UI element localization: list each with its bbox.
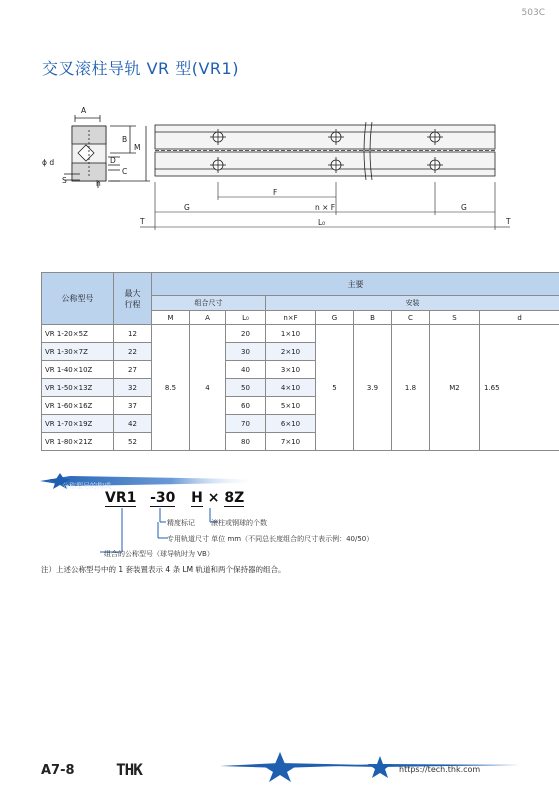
header-col-c: C [392,311,430,325]
code-part-times: × [207,490,220,506]
header-col-s: S [430,311,480,325]
header-col-a: A [190,311,226,325]
header-mount: 安装 [266,296,559,311]
note-rollers: 滚柱或钢球的个数 [211,519,267,527]
cell-g: 5 [316,325,354,451]
note-model: 组合的公称型号（球导轨时为 VB） [104,550,214,558]
header-col-m: M [152,311,190,325]
note-accuracy: 精度标记 [167,519,195,527]
dim-t-left-label: T [140,217,145,226]
cell-nf: 6×10 [266,415,316,433]
cell-l0: 60 [226,397,266,415]
model-code [105,490,244,506]
dim-f-label: F [273,188,278,197]
cell-model: VR 1-50×13Z [42,379,114,397]
code-part-rollers: 8Z [224,490,245,506]
cell-model: VR 1-60×16Z [42,397,114,415]
dim-g-right-label: G [461,203,467,212]
cell-l0: 40 [226,361,266,379]
header-col-b: B [354,311,392,325]
dim-t-right-label: T [506,217,511,226]
footnote: 注）上述公称型号中的 1 套装置表示 4 条 LM 轨道和两个保持器的组合。 [41,565,286,574]
spec-table [41,272,559,451]
header-col-nf: n×F [266,311,316,325]
cell-model: VR 1-70×19Z [42,415,114,433]
cell-stroke: 42 [114,415,152,433]
cell-nf: 3×10 [266,361,316,379]
dim-s-label: S [62,176,67,185]
cell-stroke: 22 [114,343,152,361]
header-main: 主要 [152,273,559,296]
cell-l0: 50 [226,379,266,397]
dim-c-label: C [122,167,128,176]
dim-b-label: B [122,135,128,144]
header-stroke: 最大 行程 [114,273,152,325]
cell-nf: 7×10 [266,433,316,451]
cell-nf: 4×10 [266,379,316,397]
dim-a-label: A [81,106,87,115]
cell-l0: 20 [226,325,266,343]
table-row [42,325,559,343]
header-model: 公称型号 [42,273,114,325]
dim-nf-label: n × F [315,203,336,212]
dim-m-label: M [134,143,141,152]
dim-h-label: h [96,179,101,188]
guide-drawing [0,100,559,235]
code-part-accuracy: H [191,490,203,506]
cell-model: VR 1-40×10Z [42,361,114,379]
header-col-l0: L₀ [226,311,266,325]
cell-nf: 5×10 [266,397,316,415]
cell-stroke: 32 [114,379,152,397]
dim-l0-label: L₀ [318,218,326,227]
footer-star-decoration [220,752,540,782]
header-col-d: d [480,311,559,325]
cell-model: VR 1-30×7Z [42,343,114,361]
model-code-heading: 公称型号的构成 [62,482,111,490]
cell-model: VR 1-20×5Z [42,325,114,343]
cell-nf: 2×10 [266,343,316,361]
thk-logo: THK [116,760,142,779]
page-code: 503C [521,8,545,18]
cell-d: 1.65 [480,325,559,451]
rail-side-view [155,125,495,176]
code-part-length: -30 [150,490,176,506]
footer-page-number: A7-8 [41,763,75,778]
cell-stroke: 27 [114,361,152,379]
header-combo: 组合尺寸 [152,296,266,311]
cell-stroke: 12 [114,325,152,343]
footer-url[interactable]: https://tech.thk.com [399,765,481,774]
cell-l0: 80 [226,433,266,451]
dim-g-left-label: G [184,203,190,212]
note-length: 专用轨道尺寸 单位 mm（不同总长度组合的尺寸表示例：40/50） [167,535,374,543]
cell-nf: 1×10 [266,325,316,343]
cell-stroke: 37 [114,397,152,415]
cell-m: 8.5 [152,325,190,451]
cell-l0: 70 [226,415,266,433]
cell-c: 1.8 [392,325,430,451]
dim-d-label: D [110,156,116,165]
cell-a: 4 [190,325,226,451]
header-col-g: G [316,311,354,325]
cell-stroke: 52 [114,433,152,451]
cell-l0: 30 [226,343,266,361]
dim-phi-d-label: ϕ d [42,158,55,167]
cell-s: M2 [430,325,480,451]
code-part-model: VR1 [105,490,137,506]
cell-model: VR 1-80×21Z [42,433,114,451]
page-title: 交叉滚柱导轨 VR 型(VR1) [42,59,239,78]
cell-b: 3.9 [354,325,392,451]
